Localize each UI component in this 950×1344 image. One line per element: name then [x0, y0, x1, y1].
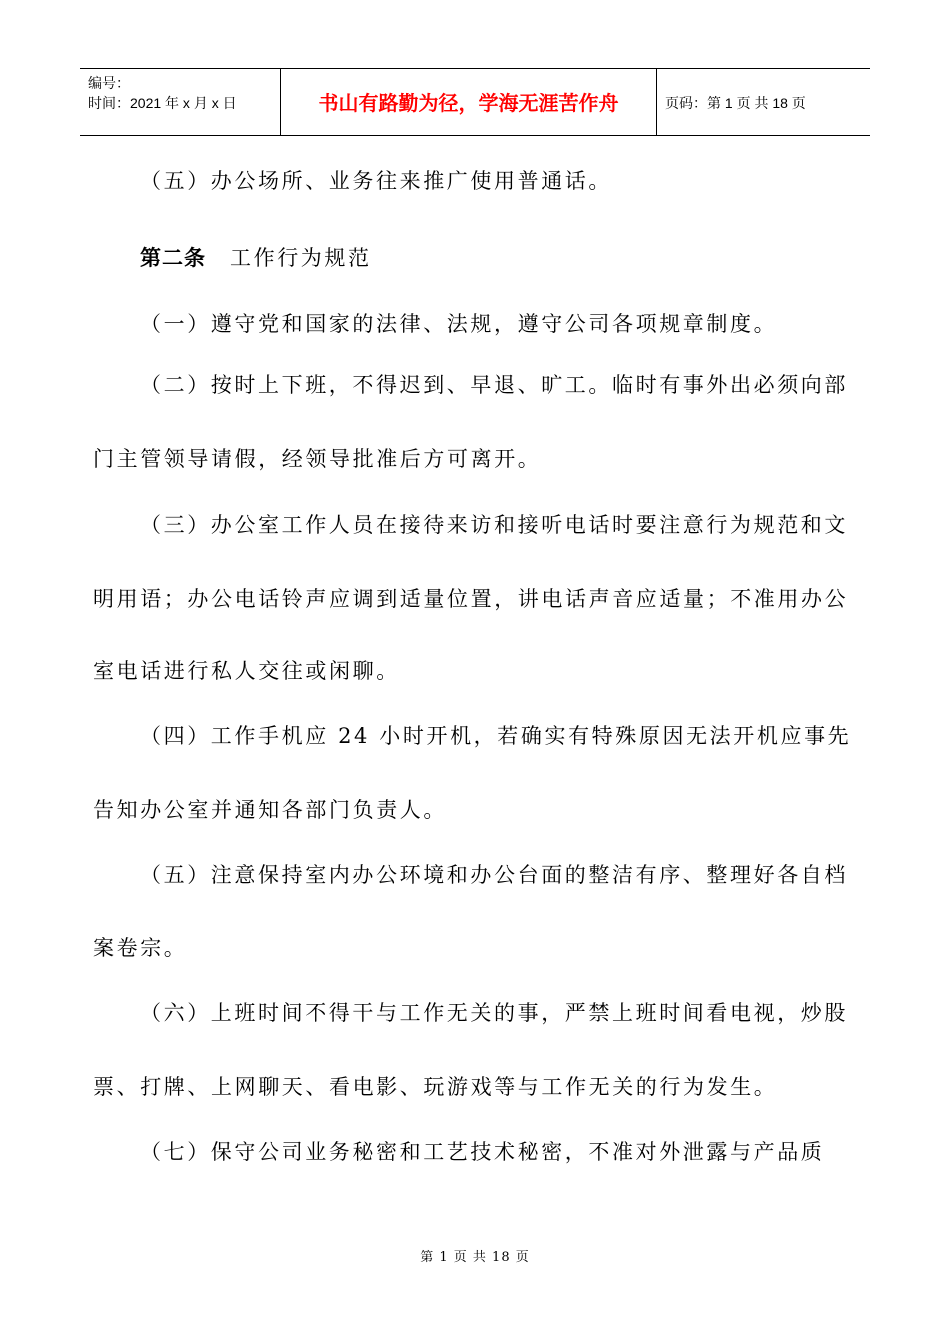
- paragraph-line: （六）上班时间不得干与工作无关的事，严禁上班时间看电视，炒股: [140, 1001, 848, 1025]
- paragraph-line: 门主管领导请假，经领导批准后方可离开。: [93, 447, 542, 471]
- paragraph-line: （二）按时上下班，不得迟到、早退、旷工。临时有事外出必须向部: [140, 373, 848, 397]
- paragraph-line: （五）注意保持室内办公环境和办公台面的整洁有序、整理好各自档: [140, 863, 848, 887]
- paragraph-line: （三）办公室工作人员在接待来访和接听电话时要注意行为规范和文: [140, 513, 848, 537]
- paragraph-line: （四）工作手机应 24 小时开机，若确实有特殊原因无法开机应事先: [140, 724, 852, 748]
- paragraph-line: （七）保守公司业务秘密和工艺技术秘密，不准对外泄露与产品质: [140, 1140, 825, 1164]
- document-date: 时间：2021 年 x 月 x 日: [88, 95, 237, 111]
- paragraph-line: 告知办公室并通知各部门负责人。: [93, 798, 447, 822]
- paragraph: （五）办公场所、业务往来推广使用普通话。: [140, 169, 612, 193]
- paragraph-line: 票、打牌、上网聊天、看电影、玩游戏等与工作无关的行为发生。: [93, 1075, 778, 1099]
- paragraph-line: 案卷宗。: [93, 936, 188, 960]
- page-header: [80, 68, 870, 136]
- page-footer: 第 1 页 共 18 页: [420, 1250, 530, 1265]
- article-title: 工作行为规范: [230, 246, 372, 270]
- header-page-info: 页码：第 1 页 共 18 页: [665, 95, 806, 111]
- article-heading-line: [140, 243, 905, 273]
- paragraph: （一）遵守党和国家的法律、法规，遵守公司各项规章制度。: [140, 312, 778, 336]
- document-number-label: 编号：: [88, 75, 130, 91]
- paragraph-line: 明用语；办公电话铃声应调到适量位置，讲电话声音应适量；不准用办公: [93, 587, 849, 611]
- header-motto: 书山有路勤为径，学海无涯苦作舟: [281, 69, 657, 135]
- header-meta: [80, 69, 281, 135]
- article-number: 第二条: [140, 246, 206, 270]
- paragraph-line: 室电话进行私人交往或闲聊。: [93, 659, 400, 683]
